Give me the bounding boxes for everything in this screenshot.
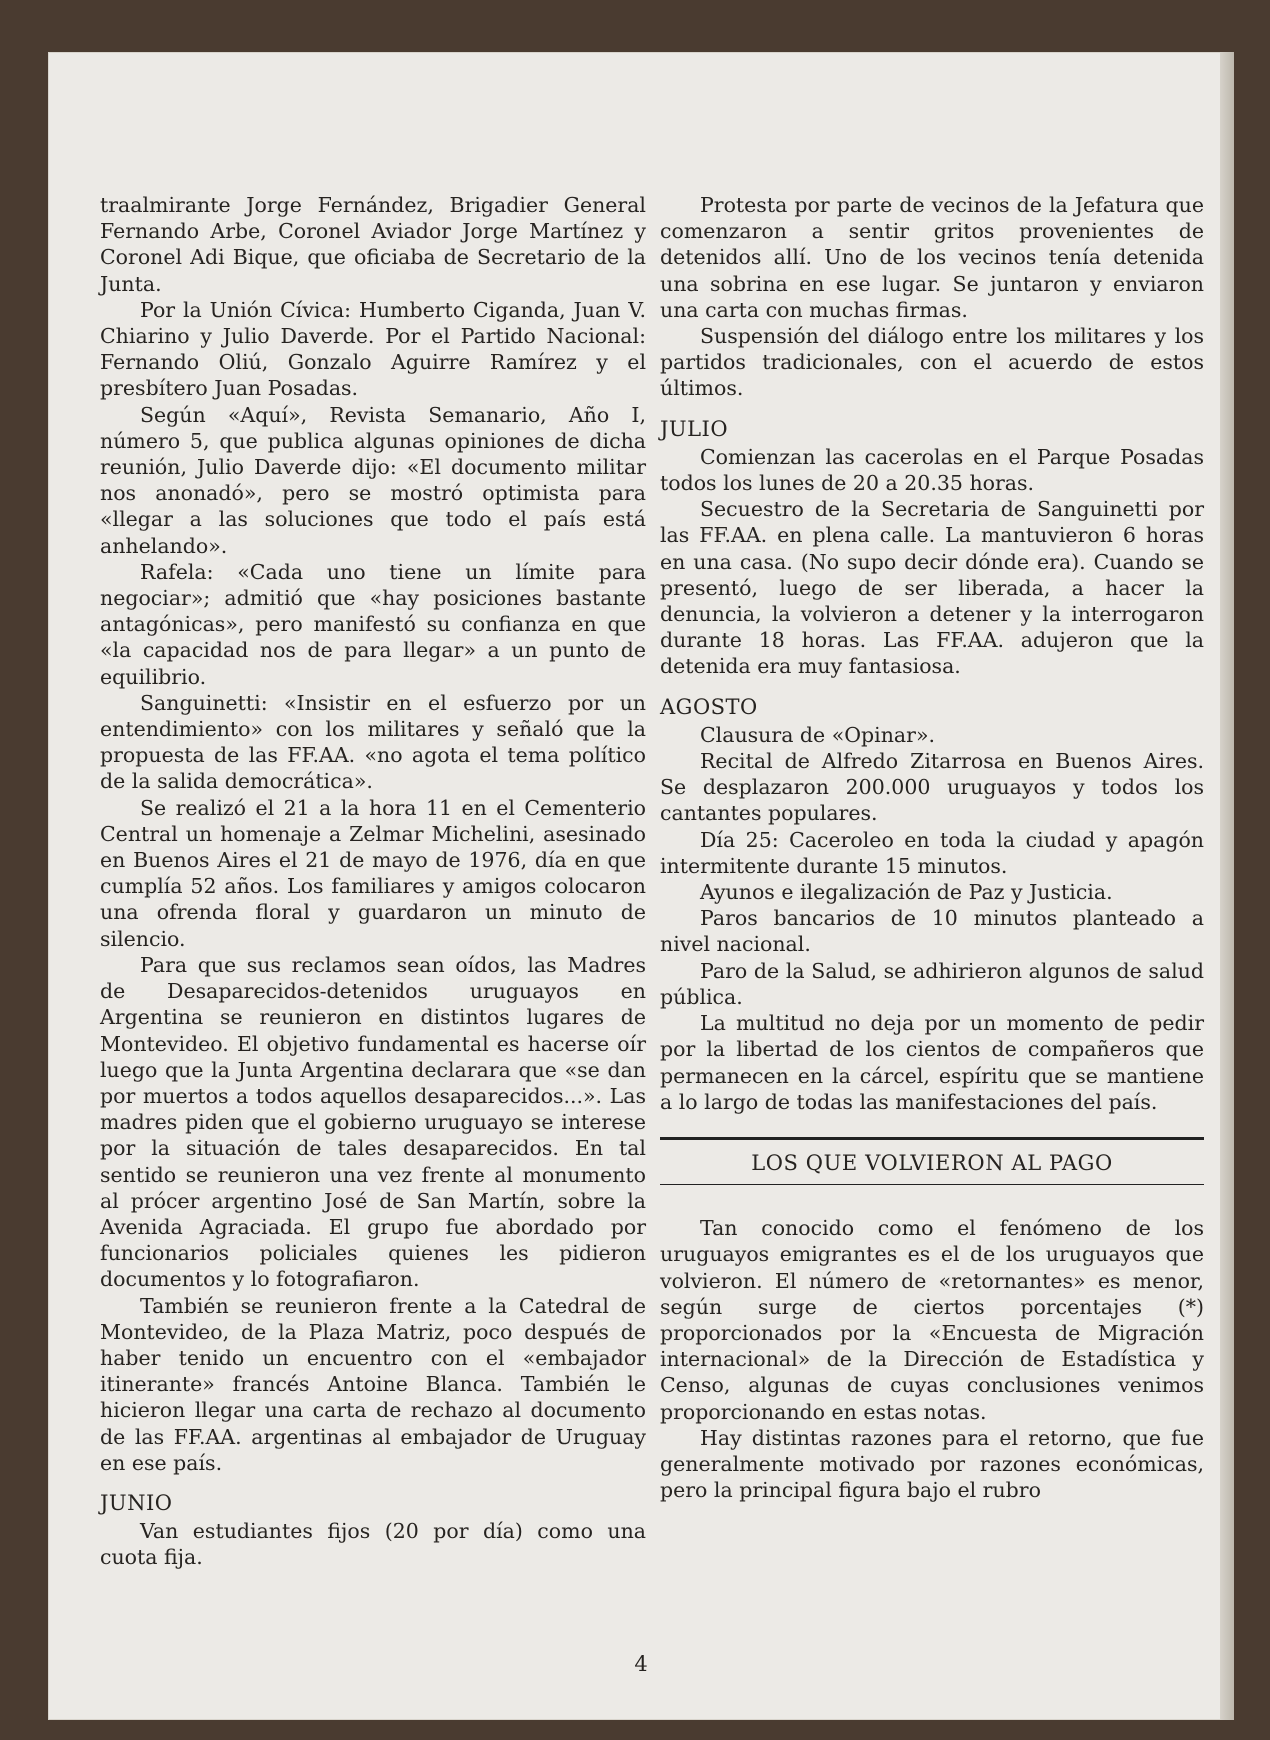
right-column — [660, 192, 1204, 1503]
paragraph: Día 25: Caceroleo en toda la ciudad y apagón intermitente durante 15 minutos. — [660, 827, 1204, 878]
paragraph: Hay distintas razones para el retorno, que fue generalmente motivado por razones económicas, pero la principal figura bajo el rubro — [660, 1425, 1204, 1503]
paragraph: Tan conocido como el fenómeno de los uruguayos emigrantes es el de los uruguayos que volvieron. El número de «retornantes» es menor, según surge de ciertos porcentajes (*) proporcionados por la «Encuesta de Migración internacional» de la Dirección de Estadística y Censo, algunas de cuyas conclusiones venimos proporcionando en estas notas. — [660, 1216, 1204, 1424]
book-spine — [1220, 52, 1234, 1720]
paragraph: La multitud no deja por un momento de pedir por la libertad de los cientos de compañeros que permanecen en la cárcel, espíritu que se mantiene a lo largo de todas las manifestaciones del país. — [660, 1011, 1204, 1114]
paragraph: Clausura de «Opinar». — [700, 722, 936, 747]
paragraph: Ayunos e ilegalización de Paz y Justicia. — [700, 880, 1113, 905]
paragraph: También se reunieron frente a la Catedral de Montevideo, de la Plaza Matriz, poco después de haber tenido un encuentro con el «embajador itinerante» francés Antoine Blanca. También le hicieron llegar una carta de rechazo al documento de las FF.AA. argentinas al embajador de Uruguay en ese país. — [100, 1293, 646, 1475]
heading-agosto: AGOSTO — [660, 694, 758, 719]
section-rule-bottom — [660, 1184, 1204, 1185]
heading-julio: JULIO — [660, 416, 729, 441]
paragraph: Suspensión del diálogo entre los militares y los partidos tradicionales, con el acuerdo de estos últimos. — [660, 324, 1204, 401]
section-title: LOS QUE VOLVIERON AL PAGO — [751, 1150, 1113, 1175]
page-number: 4 — [634, 1652, 648, 1676]
left-column — [100, 192, 646, 1571]
paragraph: Paro de la Salud, se adhirieron algunos de salud pública. — [660, 958, 1204, 1009]
paragraph: Protesta por parte de vecinos de la Jefatura que comenzaron a sentir gritos provenientes de detenidos allí. Uno de los vecinos tenía detenida una sobrina en ese lugar. Se juntaron y enviaron una carta con muchas firmas. — [660, 193, 1204, 322]
paragraph: Paros bancarios de 10 minutos planteado a nivel nacional. — [660, 906, 1204, 957]
paragraph: Rafela: «Cada uno tiene un límite para negociar»; admitió que «hay posiciones bastante antagónicas», pero manifestó su confianza en que «la capacidad nos de para llegar» a un punto de equilibrio. — [100, 559, 646, 689]
paragraph: Sanguinetti: «Insistir en el esfuerzo por un entendimiento» con los militares y señaló que la propuesta de las FF.AA. «no agota el tema político de la salida democrática». — [100, 690, 646, 794]
paragraph: Comienzan las cacerolas en el Parque Posadas todos los lunes de 20 a 20.35 horas. — [660, 444, 1204, 496]
document-page — [48, 52, 1234, 1720]
paragraph: Para que sus reclamos sean oídos, las Madres de Desaparecidos-detenidos uruguayos en Argentina se reunieron en distintos lugares de Montevideo. El objetivo fundamental es hacerse oír luego que la Junta Argentina declarara que «se dan por muertos a todos aquellos desaparecidos...». Las madres piden que el gobierno uruguayo se interese por la situación de tales desaparecidos. En tal sentido se reunieron una vez frente al monumento al prócer argentino José de San Martín, sobre la Avenida Agraciada. El grupo fue abordado por funcionarios policiales quienes les pidieron documentos y lo fotografiaron. — [100, 952, 646, 1292]
paragraph: traalmirante Jorge Fernández, Brigadier General Fernando Arbe, Coronel Aviador Jorge Martínez y Coronel Adi Bique, que oficiaba de Secretario de la Junta. — [100, 193, 646, 296]
paragraph: Secuestro de la Secretaria de Sanguinetti por las FF.AA. en plena calle. La mantuvieron 6 horas en una casa. (No supo decir dónde era). Cuando se presentó, luego de ser liberada, a hacer la denuncia, la volvieron a detener y la interrogaron durante 18 horas. Las FF.AA. adujeron que la detenida era muy fantasiosa. — [660, 497, 1204, 679]
paragraph: Recital de Alfredo Zitarrosa en Buenos Aires. Se desplazaron 200.000 uruguayos y todos los cantantes populares. — [660, 749, 1204, 826]
paragraph: Por la Unión Cívica: Humberto Ciganda, Juan V. Chiarino y Julio Daverde. Por el Partido Nacional: Fernando Oliú, Gonzalo Aguirre Ramírez y el presbítero Juan Posadas. — [100, 297, 646, 401]
paragraph: Se realizó el 21 a la hora 11 en el Cementerio Central un homenaje a Zelmar Michelini, asesinado en Buenos Aires el 21 de mayo de 1976, día en que cumplía 52 años. Los familiares y amigos colocaron una ofrenda floral y guardaron un minuto de silencio. — [100, 795, 646, 951]
heading-junio: JUNIO — [100, 1490, 173, 1515]
paragraph: Según «Aquí», Revista Semanario, Año I, número 5, que publica algunas opiniones de dicha reunión, Julio Daverde dijo: «El documento militar nos anonadó», pero se mostró optimista para «llegar a las soluciones que todo el país está anhelando». — [100, 402, 646, 558]
paragraph: Van estudiantes fijos (20 por día) como una cuota fija. — [100, 1519, 646, 1570]
